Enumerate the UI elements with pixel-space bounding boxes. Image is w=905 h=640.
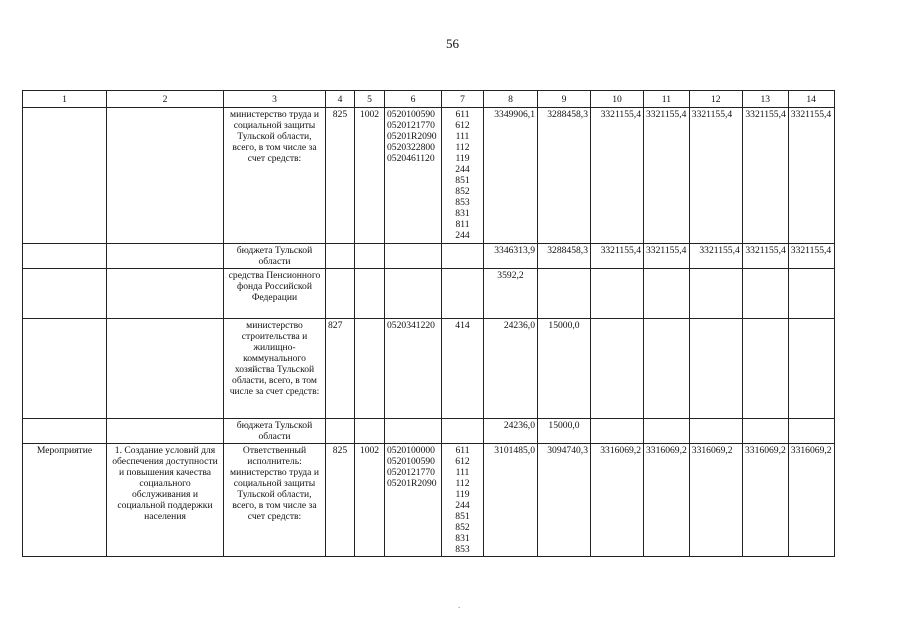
code-line: 414: [455, 320, 470, 331]
table-row: [23, 419, 835, 444]
cell-year-11: 3321155,4: [644, 244, 690, 269]
header-cell-13: 13: [742, 91, 788, 108]
cell-year-14: 3321155,4: [788, 108, 834, 244]
cell-year-10: 3316069,2: [591, 444, 644, 557]
table-header-row: [23, 91, 835, 108]
table-row: [23, 244, 835, 269]
header-cell-14: 14: [788, 91, 834, 108]
cell-year-12: [689, 319, 742, 419]
cell-csr-list: [385, 419, 442, 444]
cell-vr-list: [442, 108, 484, 244]
code-line: 853: [455, 544, 470, 555]
table-row: [23, 319, 835, 419]
cell-csr-list: [385, 269, 442, 319]
cell-grbs: 825: [326, 444, 355, 557]
cell-grbs: 827: [326, 319, 355, 419]
code-line: 111: [455, 467, 470, 478]
cell-csr-list: [385, 244, 442, 269]
cell-year-11: [644, 419, 690, 444]
page-number: 56: [446, 36, 459, 51]
cell-year-9: [538, 269, 591, 319]
cell-event-type: [23, 108, 107, 244]
cell-year-13: [742, 319, 788, 419]
table-row: [23, 108, 835, 244]
table-row: [23, 444, 835, 557]
code-line: 111: [455, 131, 470, 142]
code-line: 852: [455, 186, 470, 197]
cell-year-8: 3592,2: [484, 269, 538, 319]
header-cell-4: 4: [326, 91, 355, 108]
header-cell-3: 3: [224, 91, 326, 108]
cell-year-11: [644, 269, 690, 319]
code-line: 112: [455, 478, 470, 489]
cell-year-9: 15000,0: [538, 419, 591, 444]
cell-vr-list: [442, 319, 484, 419]
cell-year-14: [788, 269, 834, 319]
cell-event-name: [107, 244, 224, 269]
cell-rzpr: [355, 319, 385, 419]
cell-grbs: 825: [326, 108, 355, 244]
cell-event-name: [107, 319, 224, 419]
cell-year-10: [591, 419, 644, 444]
code-line: 831: [455, 533, 470, 544]
cell-year-12: 3316069,2: [689, 444, 742, 557]
cell-grbs: [326, 419, 355, 444]
cell-event-type: [23, 419, 107, 444]
cell-year-13: [742, 419, 788, 444]
cell-executor: бюджета Тульской области: [224, 244, 326, 269]
cell-csr-list: [385, 319, 442, 419]
cell-year-12: 3321155,4: [689, 244, 742, 269]
code-line: 611: [455, 109, 470, 120]
cell-executor: Ответственный исполнитель: министерство труда и социальной защиты Тульской области, всего, в том числе за счет средств:: [224, 444, 326, 557]
budget-table: [22, 90, 835, 557]
header-cell-12: 12: [689, 91, 742, 108]
code-line: 244: [455, 500, 470, 511]
cell-event-type: Мероприятие: [23, 444, 107, 557]
cell-event-type: [23, 244, 107, 269]
cell-year-11: 3321155,4: [644, 108, 690, 244]
cell-rzpr: [355, 269, 385, 319]
code-line: 611: [455, 445, 470, 456]
cell-event-name: 1. Создание условий для обеспечения доступности и повышения качества социального обслуживания и социальной поддержки населения: [107, 444, 224, 557]
code-line: 0520100000: [387, 445, 435, 456]
header-cell-1: 1: [23, 91, 107, 108]
header-cell-2: 2: [107, 91, 224, 108]
cell-year-11: 3316069,2: [644, 444, 690, 557]
code-line: 244: [455, 164, 470, 175]
cell-event-type: [23, 269, 107, 319]
code-line: 612: [455, 456, 470, 467]
cell-executor: министерство строительства и жилищно-коммунального хозяйства Тульской области, всего, в том числе за счет средств:: [224, 319, 326, 419]
cell-year-8: 3101485,0: [484, 444, 538, 557]
code-line: 0520322800: [387, 142, 435, 153]
cell-grbs: [326, 269, 355, 319]
code-line: 612: [455, 120, 470, 131]
code-line: 244: [455, 230, 470, 241]
cell-executor: министерство труда и социальной защиты Тульской области, всего, в том числе за счет средств:: [224, 108, 326, 244]
cell-csr-list: [385, 444, 442, 557]
cell-year-8: 3346313,9: [484, 244, 538, 269]
cell-year-12: [689, 419, 742, 444]
code-line: 05201R2090: [387, 131, 437, 142]
code-line: 831: [455, 208, 470, 219]
code-line: 0520100590: [387, 109, 435, 120]
cell-year-11: [644, 319, 690, 419]
cell-vr-list: [442, 419, 484, 444]
code-line: 0520461120: [387, 153, 435, 164]
cell-year-12: [689, 269, 742, 319]
code-line: 05201R2090: [387, 478, 437, 489]
cell-year-13: 3316069,2: [742, 444, 788, 557]
cell-grbs: [326, 244, 355, 269]
cell-year-14: 3316069,2: [788, 444, 834, 557]
header-cell-5: 5: [355, 91, 385, 108]
cell-year-8: 3349906,1: [484, 108, 538, 244]
code-line: 811: [455, 219, 470, 230]
code-line: 853: [455, 197, 470, 208]
code-line: 0520121770: [387, 120, 435, 131]
cell-year-14: [788, 319, 834, 419]
cell-year-14: 3321155,4: [788, 244, 834, 269]
cell-rzpr: [355, 419, 385, 444]
scan-artifact-mark: .: [458, 600, 461, 610]
code-line: 851: [455, 511, 470, 522]
cell-year-8: 24236,0: [484, 419, 538, 444]
cell-vr-list: [442, 444, 484, 557]
cell-year-10: 3321155,4: [591, 108, 644, 244]
cell-year-10: [591, 269, 644, 319]
cell-vr-list: [442, 269, 484, 319]
header-cell-10: 10: [591, 91, 644, 108]
cell-year-13: [742, 269, 788, 319]
code-line: 119: [455, 489, 470, 500]
cell-rzpr: 1002: [355, 444, 385, 557]
header-cell-6: 6: [385, 91, 442, 108]
cell-year-9: 3094740,3: [538, 444, 591, 557]
code-line: 0520341220: [387, 320, 435, 331]
table-row: [23, 269, 835, 319]
cell-year-13: 3321155,4: [742, 108, 788, 244]
header-cell-9: 9: [538, 91, 591, 108]
cell-event-name: [107, 108, 224, 244]
header-cell-8: 8: [484, 91, 538, 108]
cell-year-14: [788, 419, 834, 444]
cell-year-10: 3321155,4: [591, 244, 644, 269]
cell-csr-list: [385, 108, 442, 244]
cell-executor: средства Пенсионного фонда Российской Федерации: [224, 269, 326, 319]
cell-rzpr: 1002: [355, 108, 385, 244]
cell-event-name: [107, 269, 224, 319]
cell-event-type: [23, 319, 107, 419]
cell-year-9: 3288458,3: [538, 244, 591, 269]
code-line: 852: [455, 522, 470, 533]
cell-year-8: 24236,0: [484, 319, 538, 419]
cell-year-10: [591, 319, 644, 419]
cell-rzpr: [355, 244, 385, 269]
cell-event-name: [107, 419, 224, 444]
code-line: 0520100590: [387, 456, 435, 467]
cell-year-9: 3288458,3: [538, 108, 591, 244]
code-line: 112: [455, 142, 470, 153]
code-line: 119: [455, 153, 470, 164]
header-cell-11: 11: [644, 91, 690, 108]
code-line: 0520121770: [387, 467, 435, 478]
cell-year-13: 3321155,4: [742, 244, 788, 269]
cell-executor: бюджета Тульской области: [224, 419, 326, 444]
code-line: 851: [455, 175, 470, 186]
header-cell-7: 7: [442, 91, 484, 108]
cell-year-12: 3321155,4: [689, 108, 742, 244]
cell-year-9: 15000,0: [538, 319, 591, 419]
cell-vr-list: [442, 244, 484, 269]
